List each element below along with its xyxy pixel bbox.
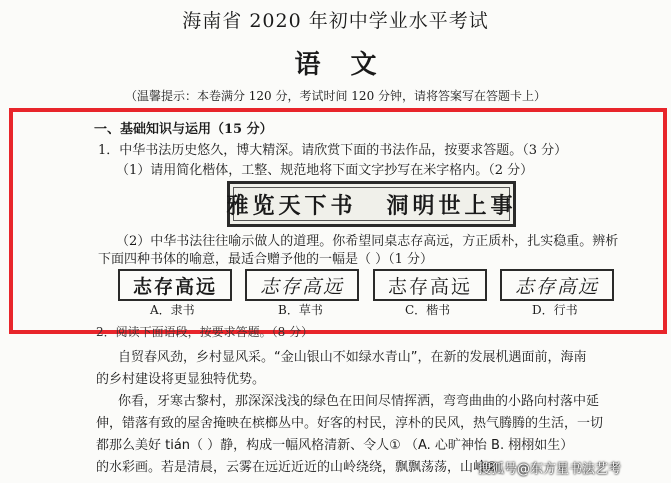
exam-title: 海南省 2020 年初中学业水平考试 (182, 10, 489, 32)
paragraph-1-line-1: 自贸春风劲，乡村显风采。“金山银山不如绿水青山”，在新的发展机遇面前，海南 (118, 350, 587, 365)
option-c-label: C．楷书 (405, 303, 451, 317)
highlight-frame (9, 108, 667, 334)
section-heading: 一、基础知识与运用（15 分） (94, 122, 273, 137)
question-1-1: （1）请用简化楷体，工整、规范地将下面文字抄写在米字格内。（2 分） (116, 163, 534, 178)
paragraph-2-line-2: 伸，错落有致的屋舍掩映在槟榔丛中。好客的村民，淳朴的民风，热气腾腾的生活，一切 (96, 416, 604, 431)
question-2: 2．阅读下面语段，按要求答题。（8 分） (96, 325, 314, 339)
calligraphy-line-2: 洞明世上事 (386, 192, 517, 219)
watermark: 搜狐号@东方星书法艺考 (478, 462, 622, 477)
option-d-label: D．行书 (532, 303, 578, 317)
exam-notice: （温馨提示：本卷满分 120 分，考试时间 120 分钟，请将答案写在答题卡上） (124, 89, 547, 103)
calligraphy-line-1: 雅览天下书 (226, 192, 357, 219)
question-1: 1．中华书法历史悠久，博大精深。请欣赏下面的书法作品，按要求答题。（3 分） (98, 143, 568, 158)
paragraph-2-line-3: 都那么美好 tián（ ）静，构成一幅风格清新、令人① （A. 心旷神怡 B. 栩栩如生） (96, 438, 574, 453)
option-b-label: B．草书 (278, 303, 323, 317)
paragraph-1-line-2: 的乡村建设将更显独特优势。 (96, 372, 266, 387)
subject-title: 语文 (294, 50, 407, 80)
option-a-label: A．隶书 (150, 303, 195, 317)
option-b-artwork: 志存高远 (245, 269, 359, 301)
question-1-2-line-2: 下面四种书体的喻意，最适合赠予他的一幅是（ ）（1 分） (98, 252, 434, 267)
paragraph-2-line-1: 你看，牙寒古黎村，那深深浅浅的绿色在田间尽情挥洒，弯弯曲曲的小路向村落中延 (118, 394, 600, 409)
question-1-2-line-1: （2）中华书法往往喻示做人的道理。你希望同桌志存高远，方正质朴，扎实稳重。辨析 (116, 234, 619, 249)
paragraph-2-line-4: 的水彩画。若是清晨，云雾在远近近近的山岭绕绕，飘飘荡荡，山岭② (96, 460, 498, 475)
option-a-artwork: 志存高远 (118, 269, 232, 301)
option-c-artwork: 志存高远 (373, 269, 487, 301)
option-d-artwork: 志存高远 (500, 269, 614, 301)
